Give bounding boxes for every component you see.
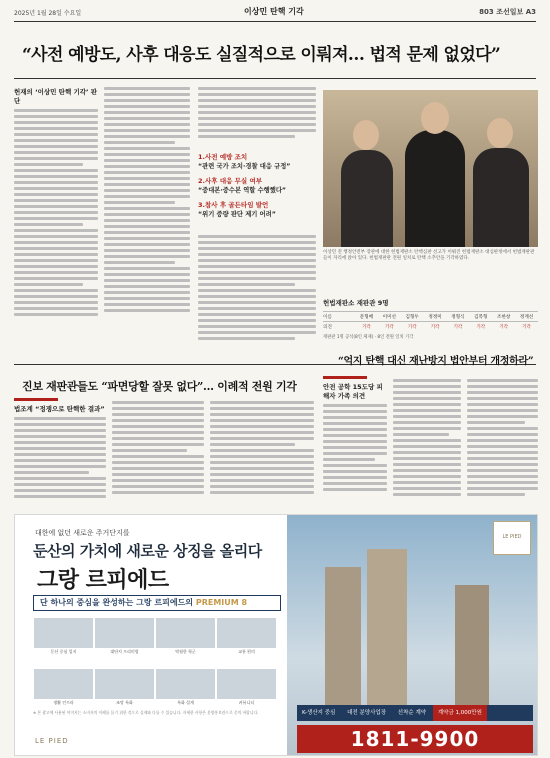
ruling-summary-box [198,146,316,220]
article-column-1 [14,84,98,362]
table-cell: 김형두 [401,312,424,322]
ad-brand: LE PIED [35,737,69,745]
quote-headline: “억지 탄핵 대신 재난방지 법안부터 개정하라” [338,356,534,367]
table-cell: 이미선 [378,312,401,322]
quote-article-col-2 [393,376,461,508]
headline-rule [14,78,536,79]
secondary-article-col-2 [112,398,204,508]
ad-tower-image [455,585,489,705]
ad-feature-label: 대단지 프리미엄 [110,649,139,654]
ad-feature-image [34,669,93,699]
table-cell: 기각 [378,322,401,332]
main-headline: “사전 예방도, 사후 대응도 실질적으로 이뤄져… 법적 문제 없었다” [22,45,501,65]
quote-subheading: 안전 공학 15도당 피해자 가족 의견 [323,383,383,400]
table-row-label: 의견 [323,322,355,332]
ad-feature-label: 둔산 중심 입지 [50,649,77,654]
header-rule [14,21,536,22]
ad-strip-item: K-생산지 중심 [302,710,336,716]
summary-item-1-title: 1.사전 예방 조치 [198,153,248,161]
table-cell: 김복형 [469,312,492,322]
quote-article-col-1 [323,376,387,508]
ad-feature-label: 조망 특화 [116,700,133,705]
ad-strip-highlight: 계약금 1,000만원 [433,705,487,721]
summary-item-1-desc: “관련 국가 조치·경찰 대응 규정” [198,163,291,170]
ad-strip-item: 선착순 계약 [397,710,427,716]
article-column-3-bottom [198,232,316,362]
table-cell: 기각 [447,322,470,332]
ad-feature-image [34,618,93,648]
article-column-3-top [198,84,316,144]
table-cell: 문형배 [355,312,378,322]
ad-feature-image [217,618,276,648]
justices-table [323,298,538,340]
summary-item-2-title: 2.사후 대응 무실 여부 [198,177,263,185]
ad-feature-label: 커뮤니티 [238,700,255,705]
ad-premium-prefix: 단 하나의 중심을 완성하는 그랑 르피에드의 [40,598,194,607]
page-header [14,5,536,19]
ad-premium-highlight: PREMIUM 8 [195,598,248,607]
ad-feature-label: 탁월한 학군 [175,649,196,654]
summary-item-3-desc: “위기 증량 판단 제기 어려” [198,211,276,218]
ad-feature-grid [33,617,279,719]
ad-feature-label: 생활 인프라 [53,700,74,705]
ad-phone-number[interactable]: 1811-9900 [297,725,533,753]
summary-item-2-desc: “중대본·중수본 역할 수행했다” [198,187,287,194]
ad-tagline: 대한에 없던 새로운 주거단지를 [35,529,130,537]
quote-article-col-3 [467,376,538,508]
photo-caption: 이상민 전 행정안전부 장관에 대한 헌법재판소 탄핵심판 선고가 이뤄진 헌법재판소 대심판정에서 헌법재판관들이 자리에 앉아 있다. 헌법재판관 전원 일치로 탄핵 소추안을 기각하였다. [323,250,535,261]
secondary-article-col-1 [14,398,106,508]
ad-fine-print: ※ 본 광고에 사용된 이미지는 소비자의 이해를 돕기 위한 것으로 실제와 다를 수 있습니다. 자세한 사항은 분양홍보관으로 문의 바랍니다. [33,710,259,715]
apartment-advertisement [14,514,538,756]
table-cell: 기각 [401,322,424,332]
table-cell: 기각 [469,322,492,332]
secondary-article-col-3 [210,398,314,508]
ad-premium-box [33,595,281,611]
ad-strip-item: 대전 분양사업장 [347,710,387,716]
ad-tower-image [367,549,407,705]
summary-item-3-title: 3.참사 후 골든타임 발언 [198,201,269,209]
ad-feature-image [217,669,276,699]
ad-logo: LE PIED [493,521,531,555]
ad-tower-image [325,567,361,705]
table-cell: 기각 [515,322,538,332]
table-cell: 정형식 [447,312,470,322]
header-date: 2025년 1월 28일 수요일 [14,10,82,17]
header-page-info: 803 조선일보 A3 [479,8,536,16]
ad-title: 그랑 르피에드 [37,568,169,593]
ad-feature-image [95,669,154,699]
court-photo [323,90,538,247]
table-cell: 조한창 [492,312,515,322]
table-row [323,312,538,322]
table-note: 재판관 1명 공석(8인 체제) · 8인 전원 일치 기각 [323,335,414,340]
column-subheading: 헌재의 ‘이상민 탄핵 기각’ 판단 [14,88,98,105]
table-cell: 기각 [492,322,515,332]
ad-feature-image [95,618,154,648]
ad-feature-image [156,669,215,699]
ad-headline: 둔산의 가치에 새로운 상징을 올리다 [33,542,262,560]
ad-feature-image [156,618,215,648]
secondary-headline: 진보 재판관들도 “파면당할 잘못 없다”… 이례적 전원 기각 [22,380,297,393]
ad-feature-label: 교통 편의 [238,649,255,654]
ad-feature-label: 특화 설계 [177,700,194,705]
table-cell: 정정미 [424,312,447,322]
table-cell: 기각 [355,322,378,332]
header-section: 이상민 탄핵 기각 [244,7,304,16]
table-title: 헌법재판소 재판관 9명 [323,299,389,307]
table-row-label: 이름 [323,312,355,322]
table-cell: 기각 [424,322,447,332]
secondary-subheading: 법조계 “정쟁으로 탄핵한 결과” [14,405,105,413]
article-column-2 [104,84,190,362]
table-row [323,322,538,332]
table-cell: 정계선 [515,312,538,322]
ad-info-strip [297,705,533,721]
